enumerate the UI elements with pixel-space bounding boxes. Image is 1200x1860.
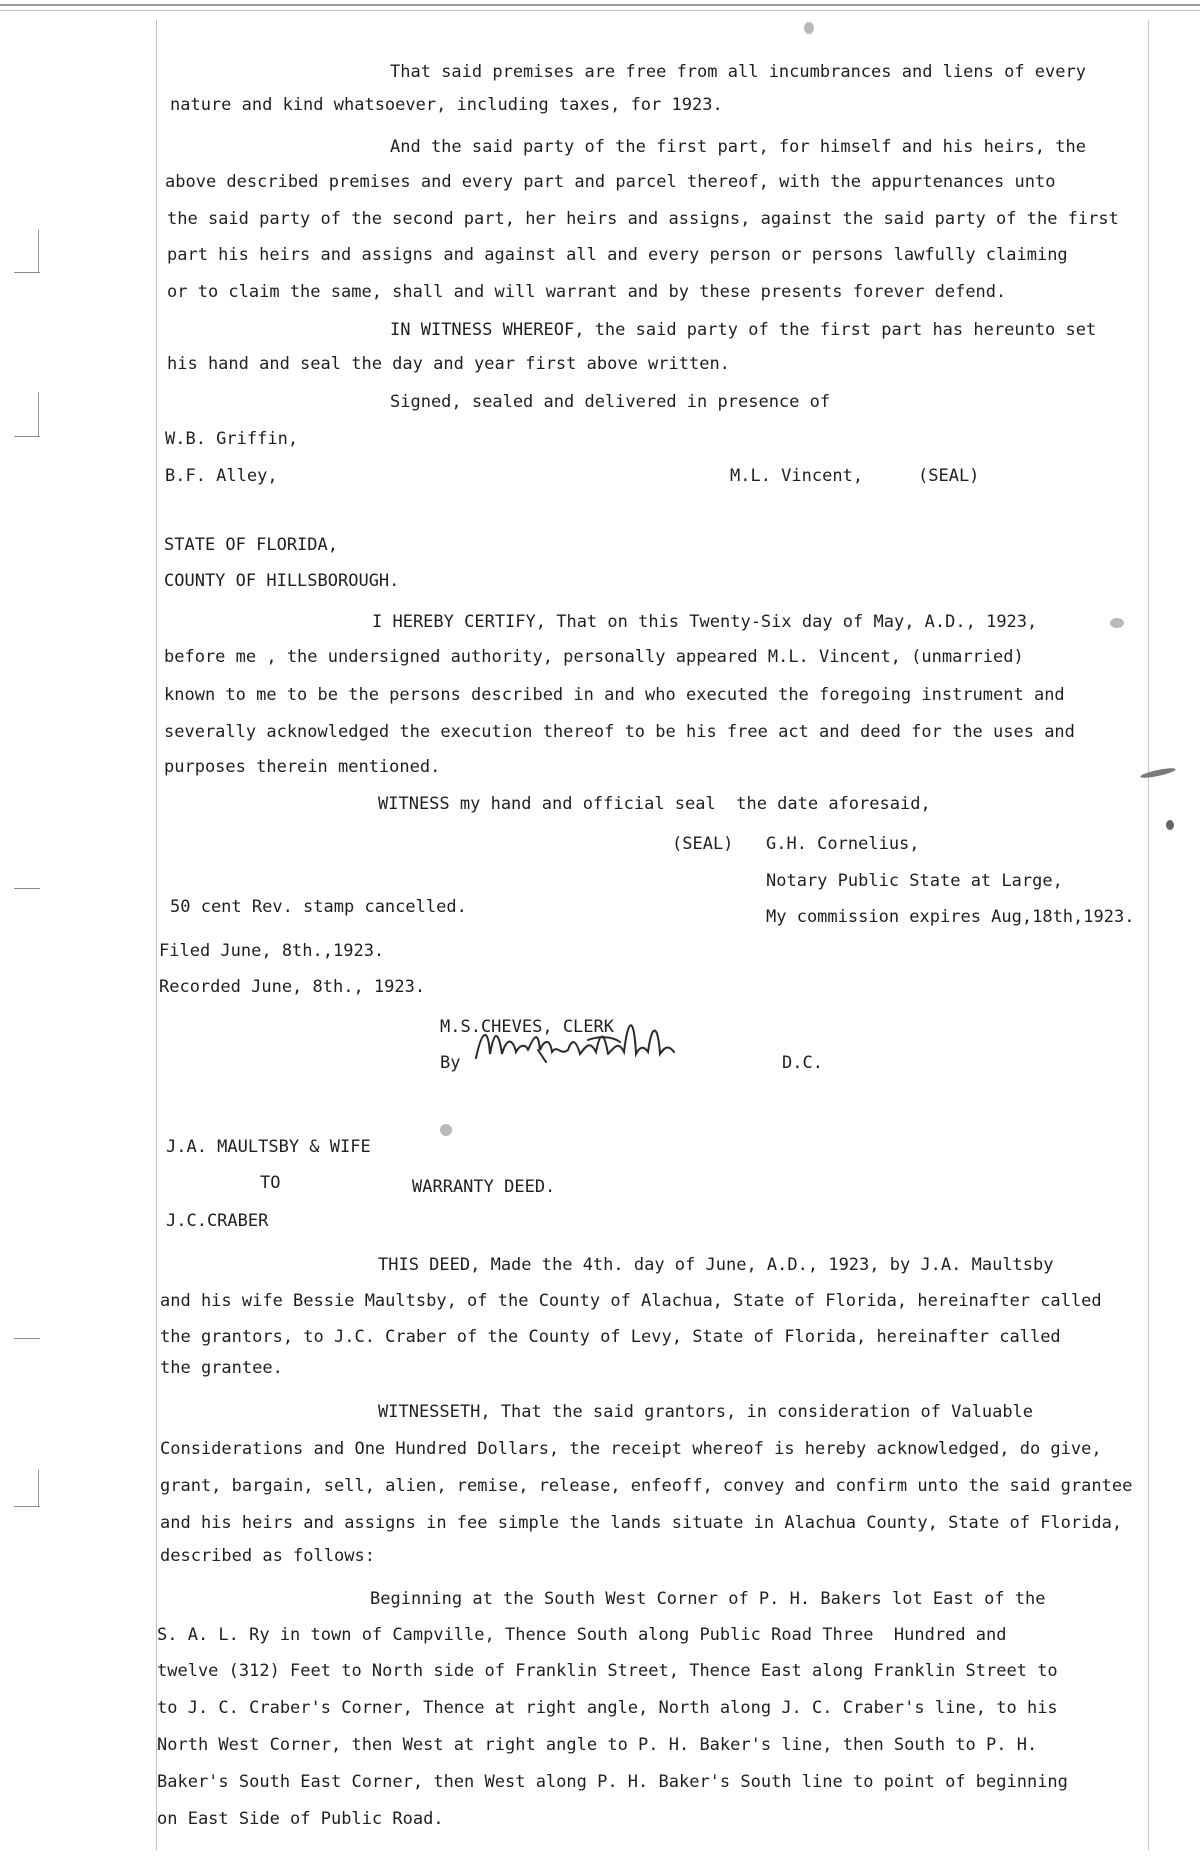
top-border-secondary xyxy=(0,10,1200,11)
top-border xyxy=(0,4,1200,6)
margin-mark xyxy=(14,1506,40,1507)
body-line: part his heirs and assigns and against all and every person or persons lawfully claiming xyxy=(167,245,1068,265)
scan-speck xyxy=(1166,820,1174,830)
body-line: purposes therein mentioned. xyxy=(164,757,441,777)
body-line: the grantee. xyxy=(160,1358,283,1378)
left-margin-rule xyxy=(156,20,157,1850)
description-line: twelve (312) Feet to North side of Franklin Street, Thence East along Franklin Street to xyxy=(157,1661,1058,1681)
description-line: North West Corner, then West at right angle to P. H. Baker's line, then South to P. H. xyxy=(157,1735,1038,1755)
scan-speck xyxy=(1140,766,1176,779)
filed-date: Filed June, 8th.,1923. xyxy=(159,941,385,961)
body-line: and his heirs and assigns in fee simple the lands situate in Alachua County, State of Florida, xyxy=(160,1513,1123,1533)
seal-label: (SEAL) xyxy=(672,834,734,854)
party-grantor: J.A. MAULTSBY & WIFE xyxy=(166,1137,371,1157)
body-line: the grantors, to J.C. Craber of the County of Levy, State of Florida, hereinafter called xyxy=(160,1327,1061,1347)
body-line: nature and kind whatsoever, including taxes, for 1923. xyxy=(170,95,723,115)
recorded-date: Recorded June, 8th., 1923. xyxy=(159,977,426,997)
body-line: THIS DEED, Made the 4th. day of June, A.D., 1923, by J.A. Maultsby xyxy=(378,1255,1054,1275)
body-line: grant, bargain, sell, alien, remise, release, enfeoff, convey and confirm unto the said grantee xyxy=(160,1476,1133,1496)
signed-line: Signed, sealed and delivered in presence of xyxy=(390,392,831,412)
body-line: and his wife Bessie Maultsby, of the County of Alachua, State of Florida, hereinafter called xyxy=(160,1291,1102,1311)
body-line: the said party of the second part, her heirs and assigns, against the said party of the first xyxy=(167,209,1119,229)
scan-speck xyxy=(804,22,814,34)
body-line: severally acknowledged the execution thereof to be his free act and deed for the uses and xyxy=(164,722,1075,742)
right-margin-rule xyxy=(1148,20,1149,1850)
body-line: IN WITNESS WHEREOF, the said party of the first part has hereunto set xyxy=(390,320,1097,340)
description-line: Baker's South East Corner, then West along P. H. Baker's South line to point of beginning xyxy=(157,1772,1068,1792)
notary-name: G.H. Cornelius, xyxy=(766,834,920,854)
body-line: described as follows: xyxy=(160,1546,375,1566)
scan-speck xyxy=(1110,618,1124,628)
description-line: on East Side of Public Road. xyxy=(157,1809,444,1829)
body-line: Considerations and One Hundred Dollars, the receipt whereof is hereby acknowledged, do give, xyxy=(160,1439,1102,1459)
seal-label: (SEAL) xyxy=(918,466,980,486)
description-line: S. A. L. Ry in town of Campville, Thence South along Public Road Three Hundred and xyxy=(157,1625,1007,1645)
county-heading: COUNTY OF HILLSBOROUGH. xyxy=(164,571,400,591)
body-line: WITNESSETH, That the said grantors, in consideration of Valuable xyxy=(378,1402,1034,1422)
by-label: By xyxy=(440,1053,461,1073)
body-line: I HEREBY CERTIFY, That on this Twenty-Six day of May, A.D., 1923, xyxy=(372,612,1038,632)
clerk-signature xyxy=(468,1010,728,1070)
margin-mark xyxy=(14,436,40,437)
margin-mark xyxy=(28,1470,39,1506)
margin-mark xyxy=(28,392,39,436)
description-line: Beginning at the South West Corner of P. H. Bakers lot East of the xyxy=(370,1589,1046,1609)
party-grantee: J.C.CRABER xyxy=(166,1211,269,1231)
deputy-clerk-label: D.C. xyxy=(782,1053,823,1073)
witness-line: WITNESS my hand and official seal the date aforesaid, xyxy=(378,794,931,814)
grantor-signature: M.L. Vincent, xyxy=(730,466,864,486)
body-line: his hand and seal the day and year first above written. xyxy=(167,354,730,374)
deed-type: WARRANTY DEED. xyxy=(412,1177,556,1197)
margin-mark xyxy=(14,1338,40,1339)
body-line: And the said party of the first part, for himself and his heirs, the xyxy=(390,137,1086,157)
state-heading: STATE OF FLORIDA, xyxy=(164,535,338,555)
body-line: known to me to be the persons described in and who executed the foregoing instrument and xyxy=(164,685,1065,705)
margin-mark xyxy=(14,272,40,273)
body-line: or to claim the same, shall and will warrant and by these presents forever defend. xyxy=(167,282,1007,302)
body-line: That said premises are free from all incumbrances and liens of every xyxy=(390,62,1086,82)
witness-name: B.F. Alley, xyxy=(165,466,278,486)
notary-title: Notary Public State at Large, xyxy=(766,871,1063,891)
margin-mark xyxy=(14,888,40,889)
clerk-name: M.S.CHEVES, CLERK xyxy=(440,1017,614,1037)
scan-speck xyxy=(440,1124,452,1136)
description-line: to J. C. Craber's Corner, Thence at right angle, North along J. C. Craber's line, to his xyxy=(157,1698,1058,1718)
commission-expiry: My commission expires Aug,18th,1923. xyxy=(766,907,1135,927)
witness-name: W.B. Griffin, xyxy=(165,429,299,449)
body-line: before me , the undersigned authority, personally appeared M.L. Vincent, (unmarried) xyxy=(164,647,1024,667)
margin-mark xyxy=(28,230,39,272)
revenue-stamp-note: 50 cent Rev. stamp cancelled. xyxy=(170,897,467,917)
body-line: above described premises and every part and parcel thereof, with the appurtenances unto xyxy=(165,172,1056,192)
to-label: TO xyxy=(260,1173,281,1193)
